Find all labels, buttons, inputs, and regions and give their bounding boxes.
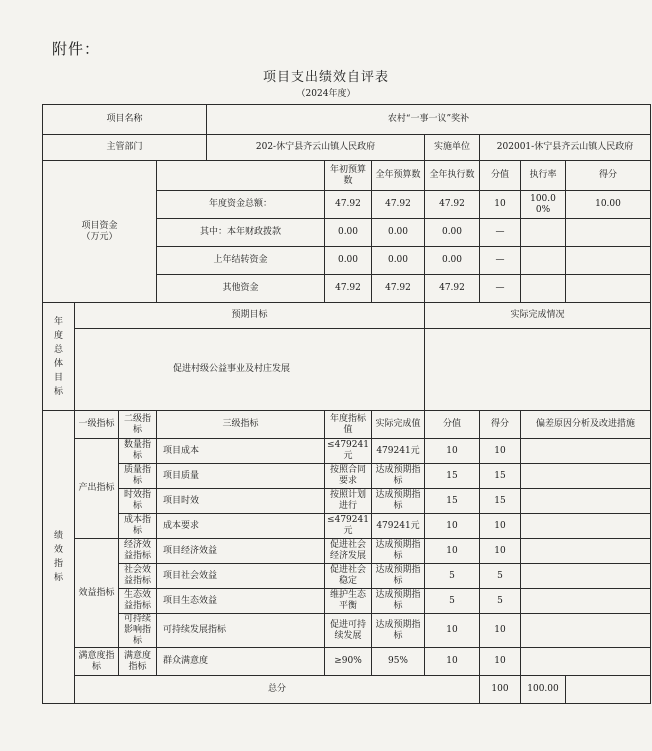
indicator-actual: 达成预期指标 [372, 489, 425, 514]
indicator-target: 按照计划进行 [325, 489, 372, 514]
indicator-level3: 项目质量 [157, 464, 325, 489]
indicator-score: 15 [480, 464, 521, 489]
project-name-label: 项目名称 [43, 105, 207, 135]
indicator-weight: 10 [425, 514, 480, 539]
indicator-note [521, 648, 651, 676]
indicator-score: 5 [480, 564, 521, 589]
goals-content-row [43, 329, 651, 411]
indicator-score: 5 [480, 589, 521, 614]
funds-rate [521, 219, 566, 247]
indicator-actual: 达成预期指标 [372, 564, 425, 589]
indicator-weight: 10 [425, 614, 480, 648]
indicators-header-actual: 实际完成值 [372, 411, 425, 439]
indicators-side-label: 绩 效 指 标 [43, 411, 75, 704]
indicator-target: 促进社会经济发展 [325, 539, 372, 564]
indicator-target: 促进可持续发展 [325, 614, 372, 648]
indicator-note [521, 539, 651, 564]
funds-score: 10.00 [566, 191, 651, 219]
indicator-note [521, 439, 651, 464]
total-score: 100.00 [521, 676, 566, 704]
funds-initial: 47.92 [325, 191, 372, 219]
indicator-actual: 达成预期指标 [372, 539, 425, 564]
document-title: 项目支出绩效自评表 [262, 70, 389, 85]
indicator-actual: 95% [372, 648, 425, 676]
indicator-score: 10 [480, 514, 521, 539]
department-row [43, 135, 651, 161]
total-note [566, 676, 651, 704]
funds-rate [521, 247, 566, 275]
implementing-unit-value: 202001-休宁县齐云山镇人民政府 [480, 135, 651, 161]
indicator-weight: 10 [425, 539, 480, 564]
indicator-row [43, 648, 651, 676]
indicator-note [521, 489, 651, 514]
funds-score [566, 219, 651, 247]
funds-executed: 47.92 [425, 191, 480, 219]
indicator-row [43, 539, 651, 564]
indicators-header-score: 得分 [480, 411, 521, 439]
funds-weight: — [480, 247, 521, 275]
funds-header-row [43, 161, 651, 191]
funds-initial: 0.00 [325, 219, 372, 247]
goals-actual-label: 实际完成情况 [425, 303, 651, 329]
indicator-row [43, 564, 651, 589]
funds-annual: 47.92 [372, 275, 425, 303]
funds-weight: 10 [480, 191, 521, 219]
funds-executed: 47.92 [425, 275, 480, 303]
indicator-actual: 479241元 [372, 514, 425, 539]
indicator-level1: 效益指标 [75, 539, 119, 648]
indicator-level2: 生态效益指标 [119, 589, 157, 614]
attachment-label: 附件： [52, 40, 101, 58]
funds-header-annual: 全年预算数 [372, 161, 425, 191]
indicator-level1: 产出指标 [75, 439, 119, 539]
funds-score [566, 275, 651, 303]
indicator-target: 维护生态平衡 [325, 589, 372, 614]
document-year: （2024年度） [296, 89, 356, 99]
project-name-row [43, 105, 651, 135]
indicator-row [43, 514, 651, 539]
indicator-target: ≤479241元 [325, 439, 372, 464]
funds-row-label: 其中：本年财政拨款 [157, 219, 325, 247]
funds-header-score: 得分 [566, 161, 651, 191]
indicator-weight: 15 [425, 464, 480, 489]
funds-header-initial: 年初预算数 [325, 161, 372, 191]
indicator-weight: 5 [425, 564, 480, 589]
indicator-target: ≥90% [325, 648, 372, 676]
indicator-level3: 项目时效 [157, 489, 325, 514]
goals-expected-label: 预期目标 [75, 303, 425, 329]
indicator-note [521, 614, 651, 648]
indicator-score: 10 [480, 539, 521, 564]
indicator-level3: 项目经济效益 [157, 539, 325, 564]
indicators-header-weight: 分值 [425, 411, 480, 439]
indicator-level2: 时效指标 [119, 489, 157, 514]
department-label: 主管部门 [43, 135, 207, 161]
funds-weight: — [480, 219, 521, 247]
indicator-level3: 成本要求 [157, 514, 325, 539]
indicator-weight: 10 [425, 439, 480, 464]
indicator-note [521, 464, 651, 489]
indicator-row [43, 589, 651, 614]
funds-initial: 47.92 [325, 275, 372, 303]
indicator-level3: 项目成本 [157, 439, 325, 464]
indicators-header-level2: 二级指标 [119, 411, 157, 439]
project-name-value: 农村“一事一议”奖补 [207, 105, 651, 135]
indicator-level2: 社会效益指标 [119, 564, 157, 589]
goals-expected-text: 促进村级公益事业及村庄发展 [75, 329, 425, 411]
indicator-target: ≤479241元 [325, 514, 372, 539]
indicator-level2: 数量指标 [119, 439, 157, 464]
indicator-level3: 可持续发展指标 [157, 614, 325, 648]
indicator-note [521, 589, 651, 614]
funds-annual: 0.00 [372, 247, 425, 275]
indicator-level1: 满意度指标 [75, 648, 119, 676]
funds-score [566, 247, 651, 275]
funds-rate [521, 275, 566, 303]
funds-header-executed: 全年执行数 [425, 161, 480, 191]
indicator-level2: 质量指标 [119, 464, 157, 489]
indicators-header-row [43, 411, 651, 439]
goals-header-row [43, 303, 651, 329]
indicator-actual: 达成预期指标 [372, 464, 425, 489]
indicator-level2: 经济效益指标 [119, 539, 157, 564]
indicator-note [521, 514, 651, 539]
funds-section-label: 项目资金 （万元） [43, 161, 157, 303]
funds-row-label: 上年结转资金 [157, 247, 325, 275]
funds-annual: 47.92 [372, 191, 425, 219]
total-row [43, 676, 651, 704]
indicator-row [43, 614, 651, 648]
indicator-actual: 479241元 [372, 439, 425, 464]
funds-header-blank [157, 161, 325, 191]
self-evaluation-sheet [42, 104, 651, 704]
indicator-note [521, 564, 651, 589]
indicator-score: 10 [480, 648, 521, 676]
indicator-target: 按照合同要求 [325, 464, 372, 489]
indicator-level3: 项目社会效益 [157, 564, 325, 589]
funds-executed: 0.00 [425, 219, 480, 247]
self-evaluation-table [42, 104, 651, 704]
department-value: 202-休宁县齐云山镇人民政府 [207, 135, 425, 161]
indicator-actual: 达成预期指标 [372, 589, 425, 614]
indicator-weight: 5 [425, 589, 480, 614]
indicator-row [43, 464, 651, 489]
funds-executed: 0.00 [425, 247, 480, 275]
indicator-score: 15 [480, 489, 521, 514]
indicator-score: 10 [480, 614, 521, 648]
indicator-row [43, 439, 651, 464]
implementing-unit-label: 实施单位 [425, 135, 480, 161]
goals-actual-text [425, 329, 651, 411]
indicators-header-note: 偏差原因分析及改进措施 [521, 411, 651, 439]
indicator-target: 促进社会稳定 [325, 564, 372, 589]
indicator-level3: 群众满意度 [157, 648, 325, 676]
goals-side-label: 年 度 总 体 目 标 [43, 303, 75, 411]
indicator-level2: 可持续影响指标 [119, 614, 157, 648]
indicator-level3: 项目生态效益 [157, 589, 325, 614]
total-weight: 100 [480, 676, 521, 704]
indicator-score: 10 [480, 439, 521, 464]
funds-header-weight: 分值 [480, 161, 521, 191]
funds-annual: 0.00 [372, 219, 425, 247]
indicator-weight: 10 [425, 648, 480, 676]
funds-rate: 100.00% [521, 191, 566, 219]
total-label: 总分 [75, 676, 480, 704]
funds-weight: — [480, 275, 521, 303]
indicator-weight: 15 [425, 489, 480, 514]
funds-row-label: 其他资金 [157, 275, 325, 303]
funds-header-rate: 执行率 [521, 161, 566, 191]
indicator-level2: 满意度指标 [119, 648, 157, 676]
indicator-actual: 达成预期指标 [372, 614, 425, 648]
funds-initial: 0.00 [325, 247, 372, 275]
indicators-header-target: 年度指标值 [325, 411, 372, 439]
indicator-level2: 成本指标 [119, 514, 157, 539]
indicator-row [43, 489, 651, 514]
funds-row-label: 年度资金总额： [157, 191, 325, 219]
indicators-header-level1: 一级指标 [75, 411, 119, 439]
indicators-header-level3: 三级指标 [157, 411, 325, 439]
